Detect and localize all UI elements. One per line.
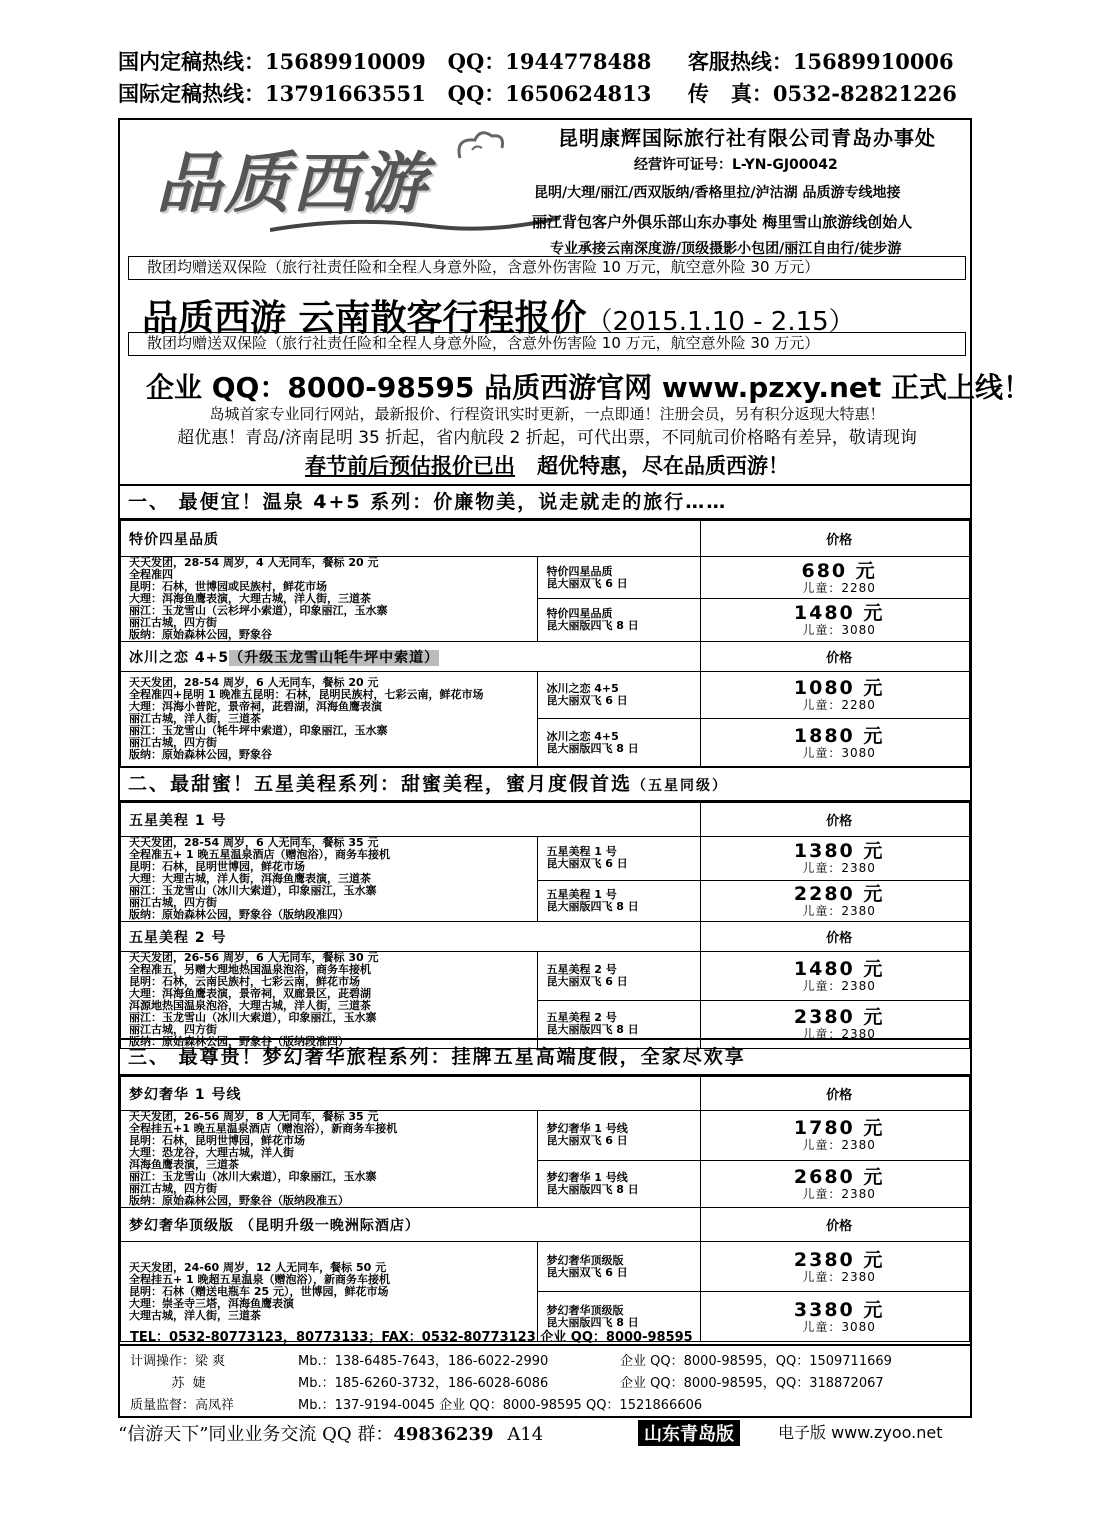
contact-row-3: 质量监督：高凤祥 Mb.：137-9194-0045 企业 QQ：8000-98595 QQ：1521866606 (130, 1398, 703, 1413)
price-cell: 1380 元 儿童：2380 (701, 837, 970, 881)
title-period: （2015.1.10 - 2.15） (586, 307, 855, 337)
option-label: 梦幻奢华 1 号线 昆大丽双飞 6 日 (538, 1111, 701, 1161)
price-label: 价格 (701, 1208, 970, 1242)
option-label: 梦幻奢华顶级版 昆大丽版四飞 8 日 (538, 1292, 701, 1342)
bottom-bar (118, 1420, 978, 1448)
section-1-head: 一、 最便宜！温泉 4+5 系列：价廉物美，说走就走的旅行…… (120, 484, 970, 520)
price-label: 价格 (701, 803, 970, 837)
package-desc: 天天发团，26-56 周岁，8 人无同车，餐标 35 元 全程挂五+1 晚五星温泉酒店（赠泡浴），新商务车接机 昆明：石林，昆明世博园，鲜花市场 大理：恐龙谷，大理古城，洋人街 洱海鱼鹰表演，三道茶 丽江：玉龙雪山（冰川大索道），印象丽江，玉水寨 丽江古城，四方街 版纳：原始森林公园，野象谷（版纳段准五） (121, 1111, 538, 1208)
promo-deal: 超优特惠，尽在品质西游！ (536, 454, 789, 478)
price-cell: 1080 元 儿童：2280 (701, 672, 970, 719)
price-cell: 3380 元 儿童：3080 (701, 1292, 970, 1342)
insurance-notice: 散团均赠送双保险（旅行社责任险和全程人身意外险，含意外伤害险 10 万元，航空意外险 30 万元） (128, 256, 966, 280)
option-label: 冰川之恋 4+5 昆大丽版四飞 8 日 (538, 719, 701, 767)
section-2-table (120, 802, 970, 1049)
package-name: 梦幻奢华顶级版 （昆明升级一晚洲际酒店） (121, 1208, 701, 1242)
option-label: 五星美程 2 号 昆大丽双飞 6 日 (538, 952, 701, 1001)
logo: 品质西游 (156, 144, 428, 222)
edition-badge: 山东青岛版 (638, 1420, 740, 1446)
package-name: 梦幻奢华 1 号线 (121, 1077, 701, 1111)
divider (120, 1344, 970, 1346)
promo-preview: 春节前后预估报价已出 (305, 454, 516, 478)
price-cell: 2280 元 儿童：2380 (701, 880, 970, 921)
package-desc: 天天发团，28-54 周岁，4 人无同车，餐标 20 元 全程准四 昆明：石林，世博园或民族村，鲜花市场 大理：洱海鱼鹰表演，大理古城，洋人街，三道茶 丽江：玉龙雪山（云杉坪小索道），印象丽江，玉水寨 丽江古城，四方街 版纳：原始森林公园，野象谷 (121, 557, 538, 642)
price-cell: 2380 元 儿童：2380 (701, 1242, 970, 1292)
section-3-table (120, 1076, 970, 1342)
option-label: 五星美程 1 号 昆大丽双飞 6 日 (538, 837, 701, 881)
price-cell: 2380 元 儿童：2380 (701, 1000, 970, 1049)
package-name: 五星美程 2 号 (121, 922, 701, 952)
routes-line: 昆明/大理/丽江/西双版纳/香格里拉/泸沽湖 品质游专线地接 (534, 185, 901, 201)
contact-row-1: 计调操作：梁 爽 Mb.：138-6485-7643，186-6022-2990 企业 QQ：8000-98595，QQ：1509711669 (130, 1354, 892, 1369)
price-label: 价格 (701, 642, 970, 672)
price-cell: 1880 元 儿童：3080 (701, 719, 970, 767)
option-label: 梦幻奢华顶级版 昆大丽双飞 6 日 (538, 1242, 701, 1292)
promo-line-3 (120, 450, 974, 480)
web-link[interactable]: 电子版 www.zyoo.net (778, 1423, 943, 1442)
section-1-table (120, 520, 970, 767)
option-label: 五星美程 1 号 昆大丽版四飞 8 日 (538, 880, 701, 921)
qq-group-number: 49836239 (393, 1424, 494, 1445)
package-desc: 天天发团，28-54 周岁，6 人无同车，餐标 20 元 全程准四+昆明 1 晚准五昆明：石林，昆明民族村，七彩云南，鲜花市场 大理：洱海小普陀，景帝祠，茈碧湖，洱海鱼鹰表演 丽江古城，洋人街，三道茶 丽江：玉龙雪山（牦牛坪中索道），印象丽江，玉水寨 丽江古城，四方街 版纳：原始森林公园，野象谷 (121, 672, 538, 767)
contact-row-2: 苏 婕 Mb.：185-6260-3732，186-6028-6086 企业 QQ：8000-98595，QQ：318872067 (130, 1376, 884, 1391)
qq-website-line: 企业 QQ：8000-98595 品质西游官网 www.pzxy.net 正式上线！ (146, 371, 1032, 404)
option-label: 冰川之恋 4+5 昆大丽双飞 6 日 (538, 672, 701, 719)
cloud-swirl-icon (450, 128, 510, 168)
section-2-head: 二、最甜蜜！五星美程系列：甜蜜美程，蜜月度假首选（五星同级） (120, 766, 970, 802)
qq-group-label: “信游天下”同业业务交流 QQ 群： (118, 1424, 394, 1445)
package-name: 五星美程 1 号 (121, 803, 701, 837)
price-cell: 1480 元 儿童：3080 (701, 599, 970, 642)
company-name: 昆明康辉国际旅行社有限公司青岛办事处 (558, 126, 936, 150)
option-label: 特价四星品质 昆大丽双飞 6 日 (538, 557, 701, 599)
office-line: 丽江背包客户外俱乐部山东办事处 梅里雪山旅游线创始人 (532, 213, 913, 231)
promo-line-2: 超优惠！青岛/济南昆明 35 折起，省内航段 2 折起，可代出票，不同航司价格略有差异，敬请现询 (177, 428, 917, 448)
package-name: 特价四星品质 (121, 521, 701, 557)
page-number: A14 (507, 1424, 544, 1445)
option-label: 梦幻奢华 1 号线 昆大丽版四飞 8 日 (538, 1160, 701, 1207)
logo-wave-icon (270, 212, 560, 242)
package-desc: 天天发团，24-60 周岁，12 人无同车，餐标 50 元 全程挂五+ 1 晚超五星温泉（赠泡浴），新商务车接机 昆明：石林（赠送电瓶车 25 元），世博园，鲜花市场 大理：崇圣寺三塔，洱海鱼鹰表演 大理古城，洋人街，三道茶 (121, 1242, 538, 1342)
package-name: 冰川之恋 4+5（升级玉龙雪山牦牛坪中索道） (121, 642, 701, 672)
hotline-domestic: 国内定稿热线：15689910009 QQ：1944778488 客服热线：15689910006 (118, 49, 954, 74)
service-line: 专业承接云南深度游/顶级摄影小包团/丽江自由行/徒步游 (550, 241, 902, 257)
price-cell: 2680 元 儿童：2380 (701, 1160, 970, 1207)
price-label: 价格 (701, 922, 970, 952)
price-cell: 680 元 儿童：2280 (701, 557, 970, 599)
section-3-head: 三、 最尊贵！梦幻奢华旅程系列：挂牌五星高端度假，全家尽欢享 (120, 1038, 970, 1076)
insurance-notice-2: 散团均赠送双保险（旅行社责任险和全程人身意外险，含意外伤害险 10 万元，航空意外险 30 万元） (128, 332, 966, 356)
hotline-international: 国际定稿热线：13791663551 QQ：1650624813 传 真：0532-82821226 (118, 81, 957, 106)
price-cell: 1780 元 儿童：2380 (701, 1111, 970, 1161)
title-main: 品质西游 云南散客行程报价 (142, 298, 587, 339)
package-desc: 天天发团，26-56 周岁，6 人无同车，餐标 30 元 全程准五，另赠大理地热国温泉泡浴，商务车接机 昆明：石林，云南民族村，七彩云南，鲜花市场 大理：洱海鱼鹰表演，景帝祠，双廊景区，茈碧湖 洱源地热国温泉泡浴，大理古城，洋人街，三道茶 丽江：玉龙雪山（冰川大索道），印象丽江，玉水寨 丽江古城，四方街 版纳：原始森林公园，野象谷（版纳段准四） (121, 952, 538, 1049)
promo-line-1: 岛城首家专业同行网站，最新报价、行程资讯实时更新，一点即通！注册会员，另有积分返现大特惠！ (209, 405, 885, 423)
price-label: 价格 (701, 1077, 970, 1111)
option-label: 五星美程 2 号 昆大丽版四飞 8 日 (538, 1000, 701, 1049)
package-desc: 天天发团，28-54 周岁，6 人无同车，餐标 35 元 全程准五+ 1 晚五星温泉酒店（赠泡浴），商务车接机 昆明：石林，昆明世博园，鲜花市场 大理：大理古城，洋人街，洱海鱼鹰表演，三道茶 丽江：玉龙雪山（冰川大索道），印象丽江，玉水寨 丽江古城，四方街 版纳：原始森林公园，野象谷（版纳段准四） (121, 837, 538, 922)
license-number: 经营许可证号：L-YN-GJ00042 (634, 157, 838, 173)
option-label: 特价四星品质 昆大丽版四飞 8 日 (538, 599, 701, 642)
price-label: 价格 (701, 521, 970, 557)
flyer-frame (118, 118, 1032, 1418)
price-cell: 1480 元 儿童：2380 (701, 952, 970, 1001)
contact-tel: TEL：0532-80773123，80773133；FAX：0532-80773123 企业 QQ：8000-98595 (130, 1330, 693, 1345)
